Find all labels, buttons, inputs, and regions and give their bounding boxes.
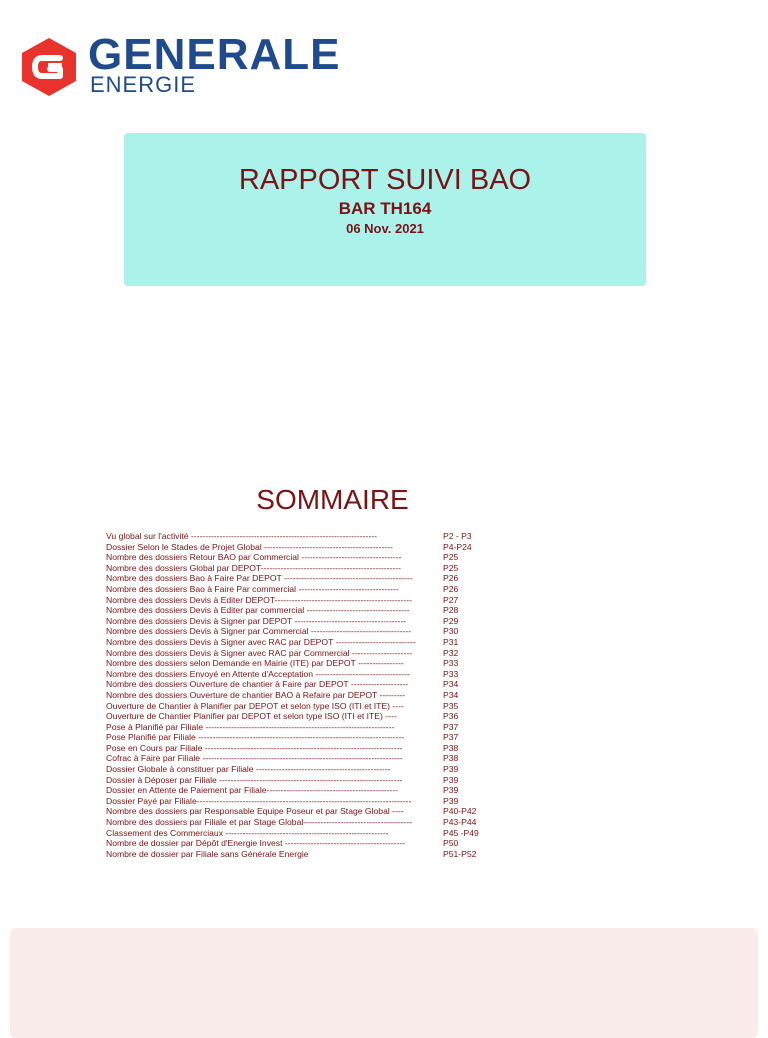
toc-entry-page: P31	[443, 636, 459, 647]
toc-entry-page: P25	[443, 552, 459, 563]
toc-entry-page: P26	[443, 573, 459, 584]
toc-entry-label: Cofrac à Faire par Filiale ----------------------------------------------------------------------	[106, 753, 403, 764]
toc-entry-page: P37	[443, 732, 459, 743]
toc-entry-label: Dossier en Attente de Paiement par Filiale----------------------------------------------	[106, 785, 399, 796]
toc-row	[106, 806, 506, 817]
toc-row	[106, 849, 506, 860]
toc-row	[106, 828, 506, 839]
toc-entry-label: Nombre des dossiers Retour BAO par Commercial -----------------------------------	[106, 552, 402, 563]
toc-entry-page: P4-P24	[443, 541, 472, 552]
generale-energie-hexagon-logo-icon	[20, 37, 78, 97]
report-date: 06 Nov. 2021	[346, 221, 424, 236]
brand-subname: ENERGIE	[90, 72, 197, 97]
toc-entry-label: Pose Planifié par Filiale ------------------------------------------------------------------------	[106, 732, 405, 743]
toc-entry-label: Vu global sur l'activité -----------------------------------------------------------------	[106, 531, 377, 541]
toc-row	[106, 658, 506, 669]
brand-name: GENERALE	[88, 30, 341, 79]
toc-row	[106, 573, 506, 584]
toc-entry-page: P33	[443, 658, 459, 669]
toc-entry-label: Nombre des dossiers Bao à Faire Par commercial -----------------------------------	[106, 583, 399, 594]
toc-entry-page: P37	[443, 721, 459, 732]
toc-entry-label: Nombre des dossiers par Filiale et par Stage Global--------------------------------------	[106, 817, 413, 828]
toc-entry-label: Ouverture de Chantier à Planifier par DEPOT et selon type ISO (ITI et ITE) ----	[106, 700, 404, 711]
footer-box	[10, 928, 758, 1038]
toc-row	[106, 743, 506, 754]
toc-entry-label: Nombre des dossiers selon Demande en Mairie (ITE) par DEPOT ----------------	[106, 658, 404, 669]
toc-entry-label: Nombre de dossier par Dépôt d'Energie Invest ------------------------------------------	[106, 838, 406, 849]
toc-row	[106, 605, 506, 616]
toc-entry-label: Nombre des dossiers par Responsable Equipe Poseur et par Stage Global ----	[106, 806, 404, 817]
report-subtitle: BAR TH164	[338, 199, 432, 218]
toc-row	[106, 838, 506, 849]
toc-entry-label: Nombre des dossiers Global par DEPOT-------------------------------------------------	[106, 562, 401, 573]
toc-entry-page: P40-P42	[443, 806, 477, 817]
toc-row	[106, 701, 506, 712]
toc-row	[106, 584, 506, 595]
toc-row	[106, 595, 506, 606]
report-title-box	[124, 133, 646, 286]
toc-entry-label: Classement des Commerciaux ---------------------------------------------------------	[106, 827, 389, 838]
toc-entry-page: P33	[443, 668, 459, 679]
toc-entry-label: Dossier Globale à constituer par Filiale -----------------------------------------------	[106, 764, 391, 775]
toc-entry-label: Nombre des dossiers Devis à Editer par commercial ------------------------------------	[106, 605, 410, 616]
toc-entry-page: P25	[443, 562, 459, 573]
toc-entry-label: Nombre des dossiers Devis à Signer par DEPOT ---------------------------------------	[106, 615, 407, 626]
toc-entry-page: P45 -P49	[443, 827, 479, 838]
toc-entry-label: Dossier Payé par Filiale---------------------------------------------------------------------------	[106, 795, 412, 806]
brand-logo	[20, 30, 410, 97]
toc-entry-page: P39	[443, 774, 459, 785]
toc-entry-label: Pose à Planifié par Filiale ------------------------------------------------------------------	[106, 721, 395, 732]
toc-entry-page: P34	[443, 679, 459, 690]
toc-row	[106, 775, 506, 786]
toc-row	[106, 753, 506, 764]
toc-entry-label: Nombre des dossiers Devis à Signer par Commercial -----------------------------------	[106, 626, 412, 637]
toc-row	[106, 764, 506, 775]
toc-row	[106, 626, 506, 637]
toc-row	[106, 563, 506, 574]
toc-row	[106, 552, 506, 563]
toc-entry-label: Pose en Cours par Filiale ---------------------------------------------------------------------	[106, 742, 403, 753]
toc-row	[106, 722, 506, 733]
toc-row	[106, 796, 506, 807]
toc-entry-page: P43-P44	[443, 817, 477, 828]
toc-entry-page: P36	[443, 711, 459, 722]
toc-entry-page: P26	[443, 583, 459, 594]
toc-row	[106, 542, 506, 553]
toc-entry-label: Ouverture de Chantier Planifier par DEPOT et selon type ISO (ITI et ITE) ----	[106, 711, 397, 722]
toc-entry-page: P50	[443, 838, 459, 849]
toc-entry-label: Nombre de dossier par Filiale sans Générale Energie	[106, 848, 309, 859]
toc-entry-label: Nombre des dossiers Ouverture de chantier à Faire par DEPOT --------------------	[106, 679, 409, 690]
toc-entry-page: P2 - P3	[443, 531, 472, 541]
toc-row	[106, 690, 506, 701]
toc-entry-page: P28	[443, 605, 459, 616]
toc-row	[106, 637, 506, 648]
toc-row	[106, 669, 506, 680]
table-of-contents	[106, 531, 506, 859]
toc-row	[106, 785, 506, 796]
toc-row	[106, 679, 506, 690]
toc-entry-page: P38	[443, 742, 459, 753]
toc-entry-label: Dossier Selon le Stades de Projet Global ---------------------------------------------	[106, 541, 393, 552]
toc-entry-label: Dossier à Déposer par Filiale ----------------------------------------------------------------	[106, 774, 403, 785]
sommaire-heading: SOMMAIRE	[256, 484, 409, 515]
toc-entry-page: P32	[443, 647, 459, 658]
toc-row	[106, 531, 506, 542]
toc-entry-page: P39	[443, 764, 459, 775]
toc-row	[106, 732, 506, 743]
report-title: RAPPORT SUIVI BAO	[238, 164, 532, 196]
toc-entry-page: P39	[443, 795, 459, 806]
toc-entry-label: Nombre des dossiers Devis à Editer DEPOT------------------------------------------------	[106, 594, 412, 605]
toc-row	[106, 648, 506, 659]
toc-entry-label: Nombre des dossiers Ouverture de chantier BAO à Refaire par DEPOT ---------	[106, 689, 406, 700]
toc-row	[106, 817, 506, 828]
toc-entry-page: P27	[443, 594, 459, 605]
toc-entry-label: Nombre des dossiers Bao à Faire Par DEPOT ---------------------------------------------	[106, 573, 413, 584]
toc-entry-page: P39	[443, 785, 459, 796]
toc-row	[106, 616, 506, 627]
toc-entry-label: Nombre des dossiers Devis à Signer avec RAC par DEPOT ----------------------------	[106, 636, 416, 647]
toc-entry-page: P51-P52	[443, 848, 477, 859]
toc-row	[106, 711, 506, 722]
toc-entry-label: Nombre des dossiers Devis à Signer avec RAC par Commercial ---------------------	[106, 647, 413, 658]
toc-entry-page: P38	[443, 753, 459, 764]
toc-entry-page: P35	[443, 700, 459, 711]
toc-entry-label: Nombre des dossiers Envoyé en Attente d'Acceptation ---------------------------------	[106, 668, 410, 679]
toc-entry-page: P29	[443, 615, 459, 626]
toc-entry-page: P34	[443, 689, 459, 700]
toc-entry-page: P30	[443, 626, 459, 637]
